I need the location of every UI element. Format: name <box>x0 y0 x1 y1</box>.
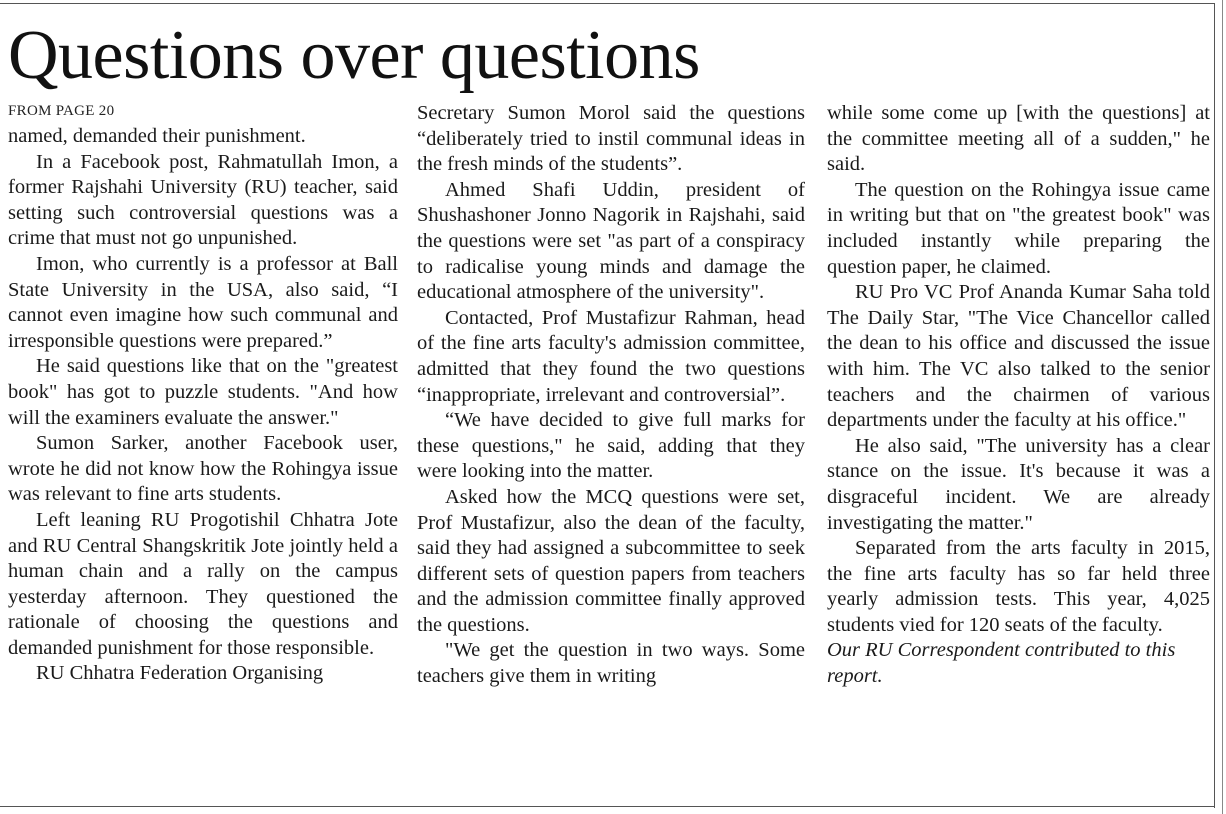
correspondent-credit: Our RU Correspondent contributed to this report. <box>827 639 1176 688</box>
paragraph: “We have decided to give full marks for these questions," he said, adding that they were looking into the matter. <box>417 409 805 483</box>
article-column-2 <box>417 101 805 690</box>
article-column-1 <box>8 101 398 687</box>
paragraph: The question on the Rohingya issue came in writing but that on "the greatest book" was included instantly while preparing the question paper, he claimed. <box>827 178 1210 278</box>
jump-line: FROM PAGE 20 <box>8 103 115 119</box>
paragraph: Sumon Sarker, another Facebook user, wrote he did not know how the Rohingya issue was relevant to fine arts students. <box>8 432 398 506</box>
paragraph: Ahmed Shafi Uddin, president of Shushashoner Jonno Nagorik in Rajshahi, said the questions were set "as part of a conspiracy to radicalise young minds and damage the educational atmosphere of the university". <box>417 178 805 304</box>
paragraph: Left leaning RU Progotishil Chhatra Jote and RU Central Shangskritik Jote jointly held a human chain and a rally on the campus yesterday afternoon. They questioned the rationale of choosing the questions and demanded punishment for those responsible. <box>8 508 398 659</box>
article-headline: Questions over questions <box>8 17 700 94</box>
paragraph: while some come up [with the questions] at the committee meeting all of a sudden," he said. <box>827 102 1210 176</box>
paragraph: Contacted, Prof Mustafizur Rahman, head of the fine arts faculty's admission committee, admitted that they found the two questions “inappropriate, irrelevant and controversial”. <box>417 306 805 406</box>
paragraph: In a Facebook post, Rahmatullah Imon, a former Rajshahi University (RU) teacher, said setting such controversial questions was a crime that must not go unpunished. <box>8 150 398 250</box>
paragraph: Separated from the arts faculty in 2015, the fine arts faculty has so far held three yearly admission tests. This year, 4,025 students vied for 120 seats of the faculty. <box>827 537 1210 636</box>
paragraph: Secretary Sumon Morol said the questions “deliberately tried to instil communal ideas in the fresh minds of the students”. <box>417 102 805 176</box>
paragraph: Imon, who currently is a professor at Ball State University in the USA, also said, “I cannot even imagine how such communal and irresponsible questions were prepared.” <box>8 252 398 352</box>
paragraph: He also said, "The university has a clear stance on the issue. It's because it was a disgraceful incident. We are already investigating the matter." <box>827 434 1210 534</box>
right-border-rule <box>1214 3 1215 808</box>
paragraph: "We get the question in two ways. Some teachers give them in writing <box>417 639 805 688</box>
top-border-rule <box>0 3 1214 4</box>
paragraph: RU Chhatra Federation Organising <box>36 662 324 685</box>
bottom-border-rule <box>0 806 1214 807</box>
paragraph: named, demanded their punishment. <box>8 125 306 147</box>
paragraph: He said questions like that on the "greatest book" has got to puzzle students. "And how will the examiners evaluate the answer." <box>8 355 398 429</box>
paragraph: RU Pro VC Prof Ananda Kumar Saha told The Daily Star, "The Vice Chancellor called the dean to his office and discussed the issue with him. The VC also talked to the senior teachers and the chairmen of various departments under the faculty at his office." <box>827 281 1210 432</box>
paragraph: Asked how the MCQ questions were set, Prof Mustafizur, also the dean of the faculty, said they had assigned a subcommittee to seek different sets of question papers from teachers and the admission committee finally approved the questions. <box>417 485 805 636</box>
outer-right-border-rule <box>1222 0 1223 814</box>
article-column-3 <box>827 101 1210 690</box>
